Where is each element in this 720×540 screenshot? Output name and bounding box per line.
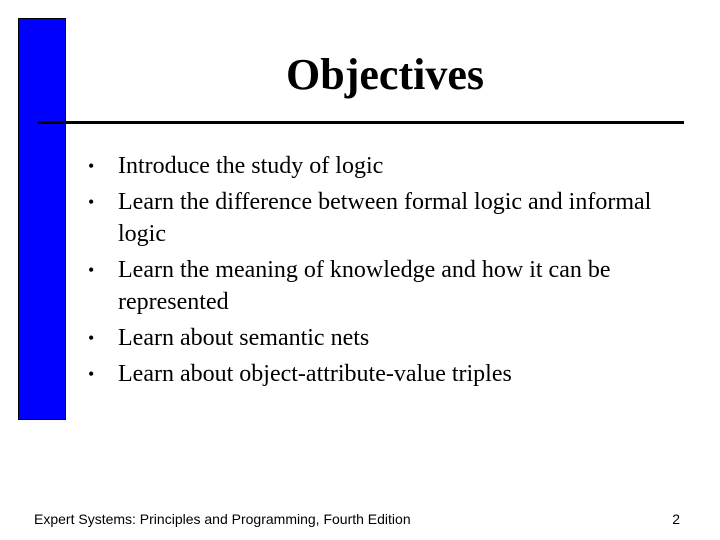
- list-item: [86, 186, 686, 250]
- list-item: [86, 322, 686, 354]
- title-underline-divider: [38, 121, 684, 124]
- page-number: 2: [672, 511, 680, 527]
- list-item: [86, 358, 686, 390]
- objectives-list: [86, 150, 686, 394]
- bullet-text: Introduce the study of logic: [118, 153, 384, 179]
- bullet-icon: •: [88, 156, 95, 176]
- slide-title: Objectives: [286, 50, 484, 99]
- bullet-icon: •: [88, 364, 95, 384]
- bullet-text: Learn the meaning of knowledge and how it can be represented: [118, 257, 611, 315]
- bullet-icon: •: [88, 260, 95, 280]
- bullet-text: Learn about semantic nets: [118, 325, 370, 351]
- bullet-icon: •: [88, 328, 95, 348]
- list-item: [86, 150, 686, 182]
- list-item: [86, 254, 686, 318]
- bullet-icon: •: [88, 192, 95, 212]
- blue-accent-bar: [18, 18, 66, 420]
- footer-book-title: Expert Systems: Principles and Programming, Fourth Edition: [34, 511, 411, 527]
- bullet-text: Learn about object-attribute-value triples: [118, 361, 512, 387]
- bullet-text: Learn the difference between formal logic and informal logic: [118, 189, 652, 247]
